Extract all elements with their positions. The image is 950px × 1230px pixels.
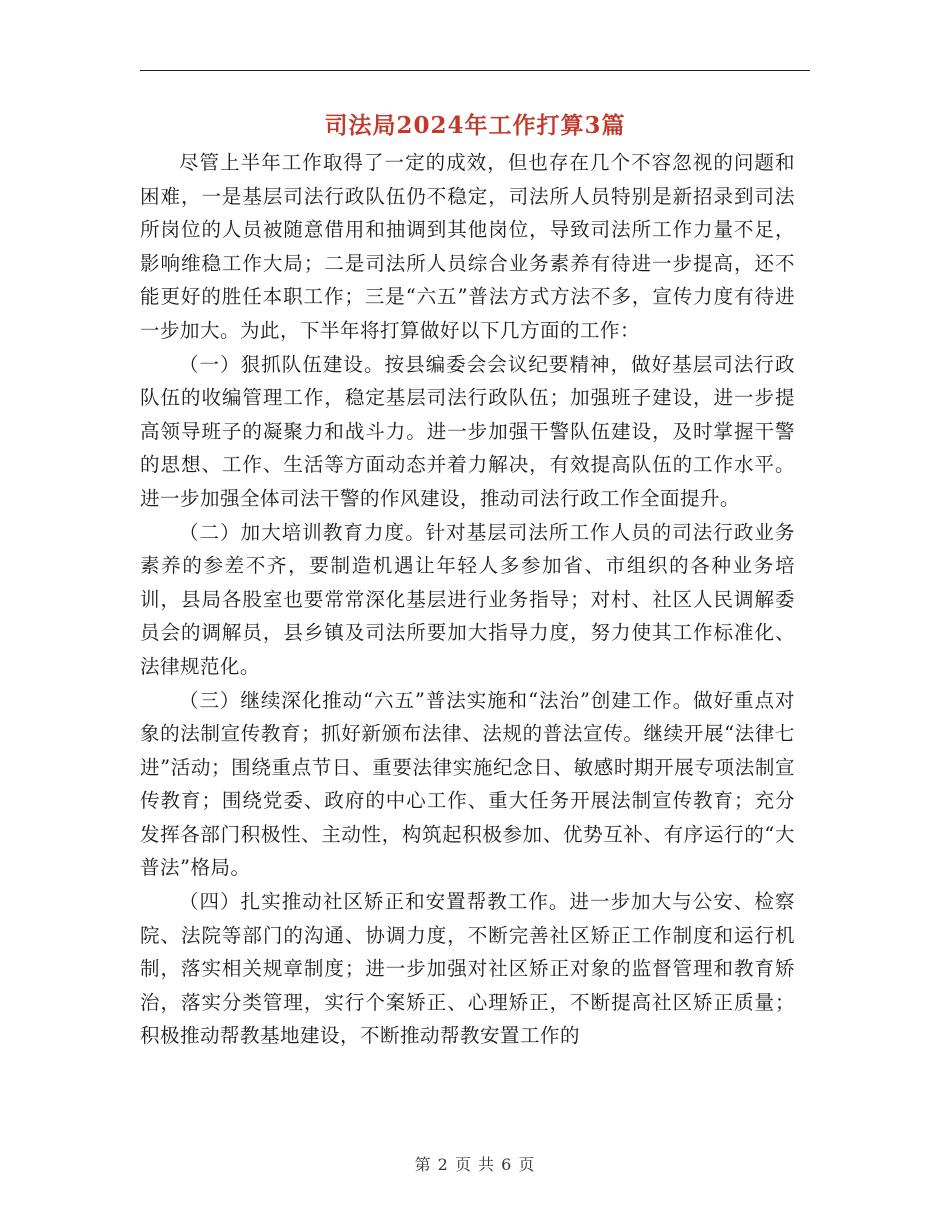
intro-paragraph: 尽管上半年工作取得了一定的成效，但也存在几个不容忽视的问题和困难，一是基层司法行政队伍仍不稳定，司法所人员特别是新招录到司法所岗位的人员被随意借用和抽调到其他岗位，导致司法所工作力量不足，影响维稳工作大局；二是司法所人员综合业务素养有待进一步提高，还不能更好的胜任本职工作；三是“六五”普法方式方法不多，宣传力度有待进一步加大。为此，下半年将打算做好以下几方面的工作： — [140, 151, 795, 342]
header-rule — [140, 70, 810, 71]
section-4-paragraph: （四）扎实推动社区矫正和安置帮教工作。进一步加大与公安、检察院、法院等部门的沟通、协调力度，不断完善社区矫正工作制度和运行机制，落实相关规章制度；进一步加强对社区矫正对象的监督管理和教育矫治，落实分类管理，实行个案矫正、心理矫正，不断提高社区矫正质量；积极推动帮教基地建设，不断推动帮教安置工作的 — [140, 890, 795, 1048]
section-1-paragraph: （一）狠抓队伍建设。按县编委会会议纪要精神，做好基层司法行政队伍的收编管理工作，稳定基层司法行政队伍；加强班子建设，进一步提高领导班子的凝聚力和战斗力。进一步加强干警队伍建设，及时掌握干警的思想、工作、生活等方面动态并着力解决，有效提高队伍的工作水平。进一步加强全体司法干警的作风建设，推动司法行政工作全面提升。 — [140, 352, 795, 510]
document-title: 司法局2024年工作打算3篇 — [324, 112, 626, 139]
section-2-paragraph: （二）加大培训教育力度。针对基层司法所工作人员的司法行政业务素养的参差不齐，要制造机遇让年轻人多参加省、市组织的各种业务培训，县局各股室也要常常深化基层进行业务指导；对村、社区人民调解委员会的调解员，县乡镇及司法所要加大指导力度，努力使其工作标准化、法律规范化。 — [140, 520, 795, 678]
page-number-footer: 第 2 页 共 6 页 — [414, 1155, 536, 1174]
document-body — [140, 146, 795, 1053]
section-3-paragraph: （三）继续深化推动“六五”普法实施和“法治”创建工作。做好重点对象的法制宣传教育；抓好新颁布法律、法规的普法宣传。继续开展“法律七进”活动；围绕重点节日、重要法律实施纪念日、敏感时期开展专项法制宣传教育；围绕党委、政府的中心工作、重大任务开展法制宣传教育；充分发挥各部门积极性、主动性，构筑起积极参加、优势互补、有序运行的“大普法”格局。 — [140, 688, 795, 880]
